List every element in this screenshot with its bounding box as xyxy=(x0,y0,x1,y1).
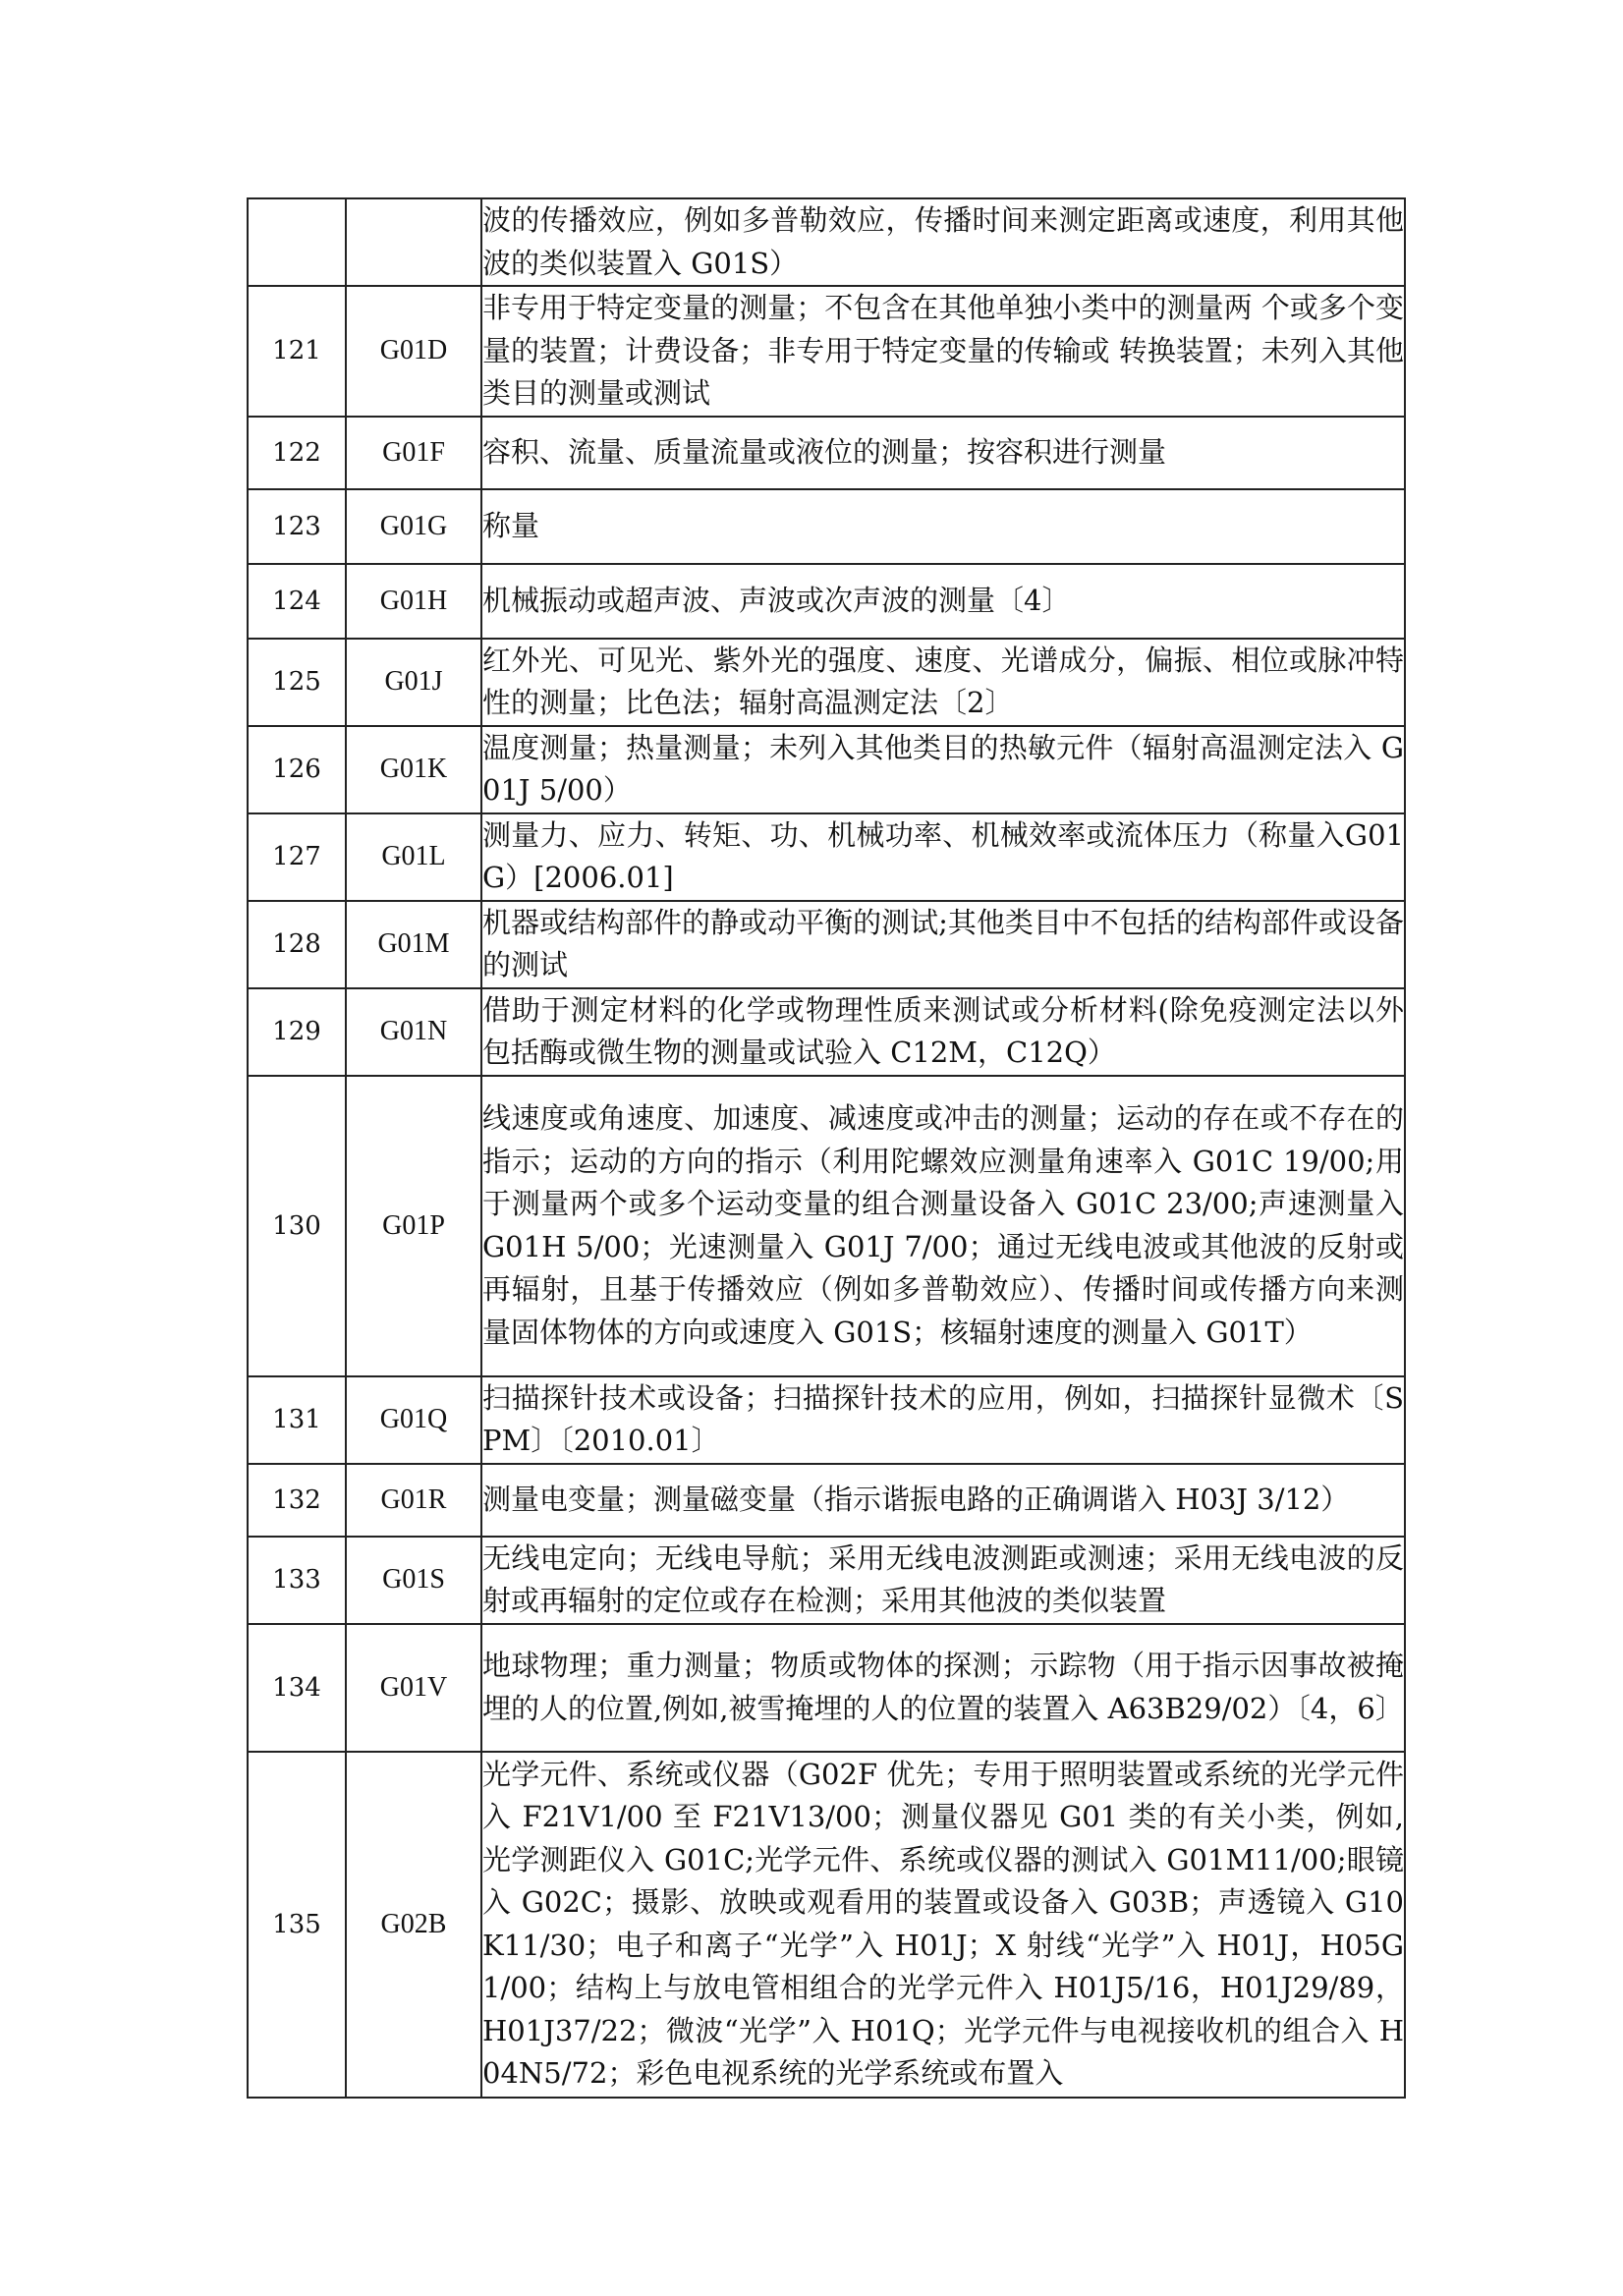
table-row xyxy=(248,417,1405,489)
class-description: 容积、流量、质量流量或液位的测量；按容积进行测量 xyxy=(481,417,1405,489)
row-number: 128 xyxy=(248,901,346,988)
row-number: 125 xyxy=(248,639,346,726)
table-row xyxy=(248,1464,1405,1537)
class-code: G01G xyxy=(346,489,481,564)
table-row xyxy=(248,813,1405,901)
class-description: 线速度或角速度、加速度、减速度或冲击的测量；运动的存在或不存在的指示；运动的方向的指示（利用陀螺效应测量角速率入 G01C 19/00;用于测量两个或多个运动变量的组合测量设备入 G01C 23/00;声速测量入 G01H 5/00；光速测量入 G01J 7/00；通过无线电波或其他波的反射或再辐射，且基于传播效应（例如多普勒效应）、传播时间或传播方向来测量固体物体的方向或速度入 G01S；核辐射速度的测量入 G01T） xyxy=(481,1076,1405,1376)
table-row xyxy=(248,1624,1405,1752)
row-number: 127 xyxy=(248,813,346,901)
class-description: 波的传播效应，例如多普勒效应，传播时间来测定距离或速度，利用其他波的类似装置入 G01S） xyxy=(481,198,1405,286)
row-number: 131 xyxy=(248,1376,346,1464)
row-number: 123 xyxy=(248,489,346,564)
table-row xyxy=(248,1752,1405,2098)
class-code: G01J xyxy=(346,639,481,726)
row-number: 122 xyxy=(248,417,346,489)
class-code: G01H xyxy=(346,564,481,639)
class-description: 机器或结构部件的静或动平衡的测试;其他类目中不包括的结构部件或设备的测试 xyxy=(481,901,1405,988)
class-description: 温度测量；热量测量；未列入其他类目的热敏元件（辐射高温测定法入 G01J 5/00） xyxy=(481,726,1405,813)
class-description: 机械振动或超声波、声波或次声波的测量〔4〕 xyxy=(481,564,1405,639)
classification-table xyxy=(247,197,1406,2099)
table-row xyxy=(248,564,1405,639)
class-description: 称量 xyxy=(481,489,1405,564)
row-number: 132 xyxy=(248,1464,346,1537)
class-code: G01Q xyxy=(346,1376,481,1464)
table-row xyxy=(248,639,1405,726)
class-code: G01P xyxy=(346,1076,481,1376)
class-description: 非专用于特定变量的测量；不包含在其他单独小类中的测量两 个或多个变量的装置；计费设备；非专用于特定变量的传输或 转换装置；未列入其他类目的测量或测试 xyxy=(481,286,1405,417)
table-row xyxy=(248,1537,1405,1624)
class-description: 无线电定向；无线电导航；采用无线电波测距或测速；采用无线电波的反射或再辐射的定位或存在检测；采用其他波的类似装置 xyxy=(481,1537,1405,1624)
class-description: 红外光、可见光、紫外光的强度、速度、光谱成分，偏振、相位或脉冲特性的测量；比色法；辐射高温测定法〔2〕 xyxy=(481,639,1405,726)
row-number: 130 xyxy=(248,1076,346,1376)
table-row xyxy=(248,726,1405,813)
table-row xyxy=(248,988,1405,1076)
row-number xyxy=(248,198,346,286)
class-code: G01L xyxy=(346,813,481,901)
table-row xyxy=(248,1076,1405,1376)
table-row xyxy=(248,489,1405,564)
class-code: G01S xyxy=(346,1537,481,1624)
class-description: 扫描探针技术或设备；扫描探针技术的应用，例如，扫描探针显微术〔SPM〕〔2010.01〕 xyxy=(481,1376,1405,1464)
class-description: 借助于测定材料的化学或物理性质来测试或分析材料(除免疫测定法以外包括酶或微生物的测量或试验入 C12M，C12Q） xyxy=(481,988,1405,1076)
table-row xyxy=(248,286,1405,417)
class-code: G01M xyxy=(346,901,481,988)
class-code: G01K xyxy=(346,726,481,813)
row-number: 133 xyxy=(248,1537,346,1624)
class-description: 测量力、应力、转矩、功、机械功率、机械效率或流体压力（称量入G01G）[2006.01] xyxy=(481,813,1405,901)
class-code: G01V xyxy=(346,1624,481,1752)
row-number: 129 xyxy=(248,988,346,1076)
class-description: 地球物理；重力测量；物质或物体的探测；示踪物（用于指示因事故被掩埋的人的位置,例如,被雪掩埋的人的位置的装置入 A63B29/02）〔4，6〕 xyxy=(481,1624,1405,1752)
row-number: 126 xyxy=(248,726,346,813)
class-description: 测量电变量；测量磁变量（指示谐振电路的正确调谐入 H03J 3/12） xyxy=(481,1464,1405,1537)
row-number: 121 xyxy=(248,286,346,417)
row-number: 134 xyxy=(248,1624,346,1752)
row-number: 124 xyxy=(248,564,346,639)
class-code: G01F xyxy=(346,417,481,489)
class-code: G02B xyxy=(346,1752,481,2098)
class-code: G01R xyxy=(346,1464,481,1537)
table-row xyxy=(248,901,1405,988)
class-code: G01D xyxy=(346,286,481,417)
table-row xyxy=(248,198,1405,286)
table-row xyxy=(248,1376,1405,1464)
class-code: G01N xyxy=(346,988,481,1076)
class-description: 光学元件、系统或仪器（G02F 优先；专用于照明装置或系统的光学元件入 F21V1/00 至 F21V13/00；测量仪器见 G01 类的有关小类，例如,光学测距仪入 G01C;光学元件、系统或仪器的测试入 G01M11/00;眼镜入 G02C；摄影、放映或观看用的装置或设备入 G03B；声透镜入 G10K11/30；电子和离子“光学”入 H01J；X 射线“光学”入 H01J，H05G1/00；结构上与放电管相组合的光学元件入 H01J5/16，H01J29/89，H01J37/22；微波“光学”入 H01Q；光学元件与电视接收机的组合入 H04N5/72；彩色电视系统的光学系统或布置入 xyxy=(481,1752,1405,2098)
row-number: 135 xyxy=(248,1752,346,2098)
class-code xyxy=(346,198,481,286)
